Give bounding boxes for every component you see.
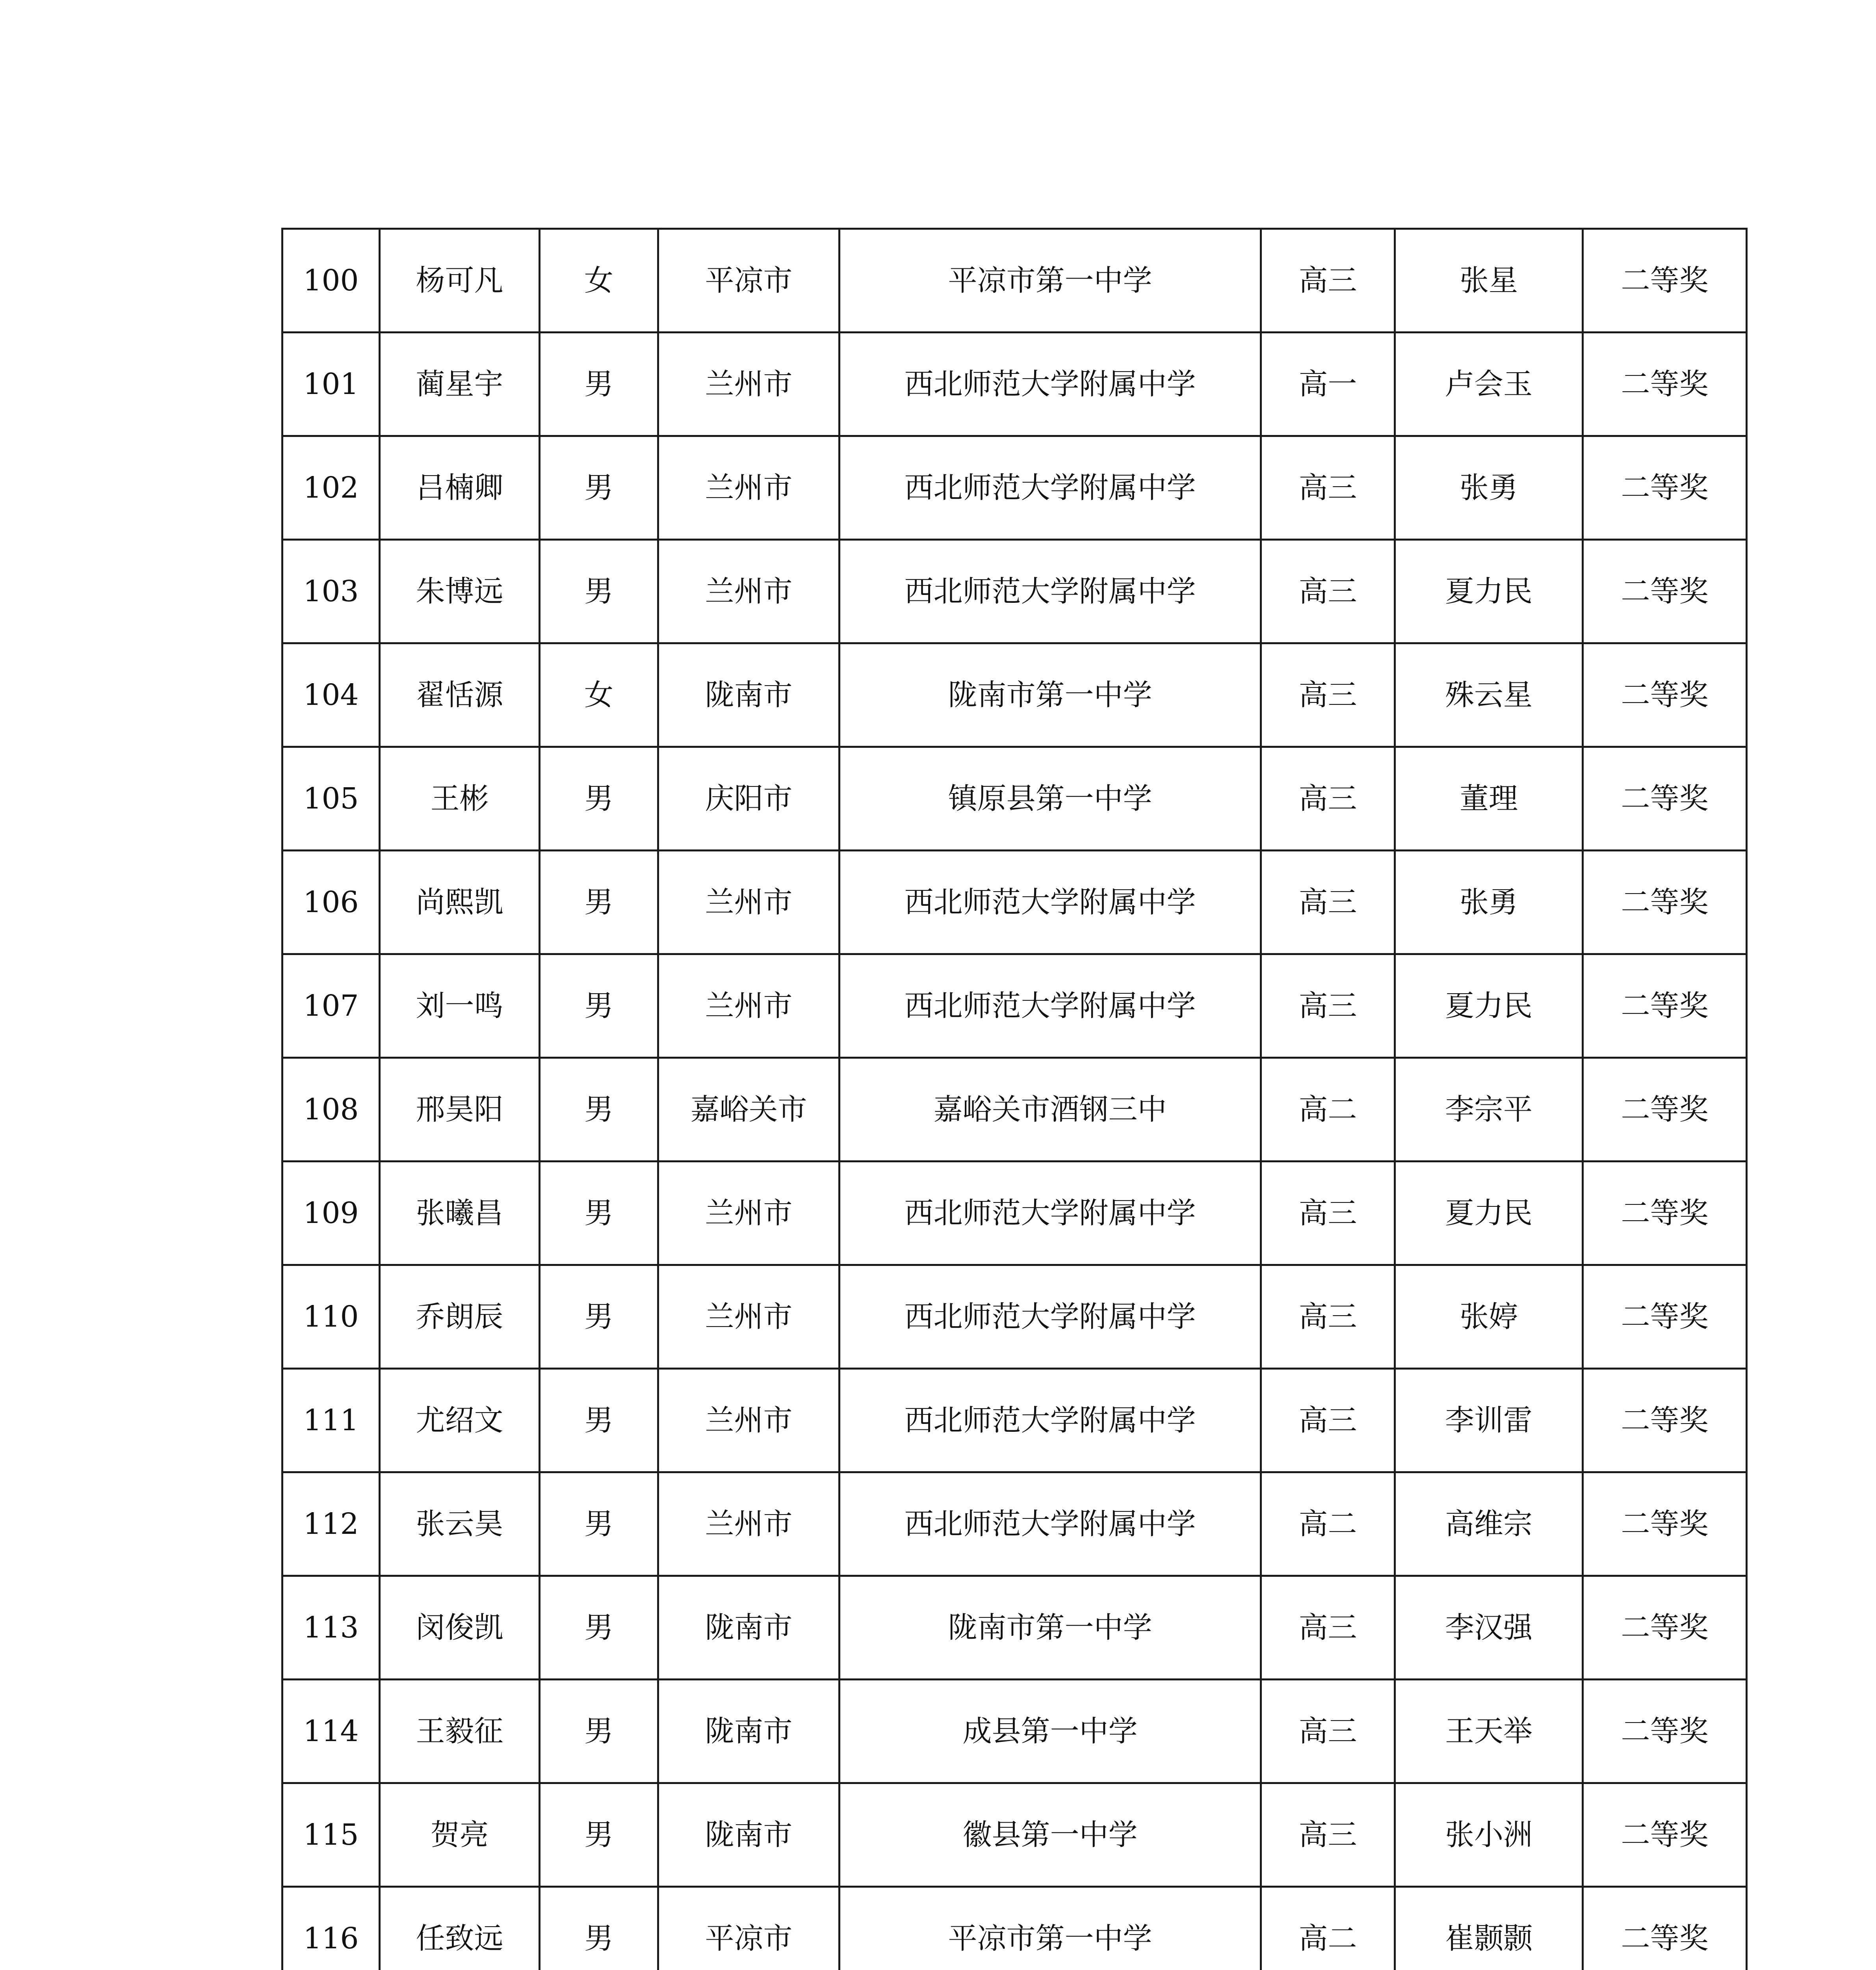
serial-number-cell: 114 xyxy=(282,1680,380,1783)
award-cell: 二等奖 xyxy=(1583,643,1747,747)
teacher-cell: 殊云星 xyxy=(1395,643,1583,747)
table-row xyxy=(282,333,1747,436)
student-name-cell: 杨可凡 xyxy=(380,229,540,333)
student-name-cell: 王彬 xyxy=(380,747,540,851)
grade-cell: 高三 xyxy=(1261,643,1395,747)
student-name-cell: 任致远 xyxy=(380,1887,540,1970)
teacher-cell: 崔颢颢 xyxy=(1395,1887,1583,1970)
city-cell: 兰州市 xyxy=(658,851,840,954)
award-cell: 二等奖 xyxy=(1583,1680,1747,1783)
school-cell: 西北师范大学附属中学 xyxy=(840,851,1261,954)
gender-cell: 男 xyxy=(540,1265,658,1369)
serial-number-cell: 104 xyxy=(282,643,380,747)
city-cell: 兰州市 xyxy=(658,540,840,643)
gender-cell: 男 xyxy=(540,1680,658,1783)
award-cell: 二等奖 xyxy=(1583,540,1747,643)
gender-cell: 女 xyxy=(540,229,658,333)
school-cell: 西北师范大学附属中学 xyxy=(840,1162,1261,1265)
school-cell: 西北师范大学附属中学 xyxy=(840,1265,1261,1369)
table-row xyxy=(282,851,1747,954)
student-name-cell: 蔺星宇 xyxy=(380,333,540,436)
city-cell: 庆阳市 xyxy=(658,747,840,851)
school-cell: 西北师范大学附属中学 xyxy=(840,1369,1261,1472)
school-cell: 西北师范大学附属中学 xyxy=(840,436,1261,540)
teacher-cell: 张婷 xyxy=(1395,1265,1583,1369)
school-cell: 平凉市第一中学 xyxy=(840,1887,1261,1970)
city-cell: 嘉峪关市 xyxy=(658,1058,840,1162)
school-cell: 西北师范大学附属中学 xyxy=(840,540,1261,643)
serial-number-cell: 106 xyxy=(282,851,380,954)
school-cell: 镇原县第一中学 xyxy=(840,747,1261,851)
teacher-cell: 董理 xyxy=(1395,747,1583,851)
serial-number-cell: 112 xyxy=(282,1472,380,1576)
city-cell: 陇南市 xyxy=(658,1680,840,1783)
table-row xyxy=(282,229,1747,333)
city-cell: 陇南市 xyxy=(658,643,840,747)
grade-cell: 高三 xyxy=(1261,540,1395,643)
serial-number-cell: 115 xyxy=(282,1783,380,1887)
grade-cell: 高三 xyxy=(1261,1680,1395,1783)
award-cell: 二等奖 xyxy=(1583,1783,1747,1887)
table-row xyxy=(282,1058,1747,1162)
table-row xyxy=(282,436,1747,540)
serial-number-cell: 107 xyxy=(282,954,380,1058)
gender-cell: 男 xyxy=(540,1162,658,1265)
table-row xyxy=(282,1265,1747,1369)
teacher-cell: 张小洲 xyxy=(1395,1783,1583,1887)
award-cell: 二等奖 xyxy=(1583,1162,1747,1265)
school-cell: 徽县第一中学 xyxy=(840,1783,1261,1887)
serial-number-cell: 116 xyxy=(282,1887,380,1970)
teacher-cell: 张勇 xyxy=(1395,851,1583,954)
city-cell: 兰州市 xyxy=(658,436,840,540)
student-name-cell: 王毅征 xyxy=(380,1680,540,1783)
gender-cell: 男 xyxy=(540,1887,658,1970)
award-cell: 二等奖 xyxy=(1583,1472,1747,1576)
city-cell: 兰州市 xyxy=(658,333,840,436)
serial-number-cell: 113 xyxy=(282,1576,380,1680)
grade-cell: 高三 xyxy=(1261,747,1395,851)
grade-cell: 高三 xyxy=(1261,229,1395,333)
city-cell: 兰州市 xyxy=(658,1265,840,1369)
city-cell: 陇南市 xyxy=(658,1783,840,1887)
gender-cell: 男 xyxy=(540,540,658,643)
student-name-cell: 贺亮 xyxy=(380,1783,540,1887)
table-row xyxy=(282,1680,1747,1783)
city-cell: 平凉市 xyxy=(658,229,840,333)
grade-cell: 高三 xyxy=(1261,954,1395,1058)
serial-number-cell: 101 xyxy=(282,333,380,436)
student-name-cell: 邢昊阳 xyxy=(380,1058,540,1162)
grade-cell: 高三 xyxy=(1261,1265,1395,1369)
serial-number-cell: 109 xyxy=(282,1162,380,1265)
gender-cell: 男 xyxy=(540,747,658,851)
city-cell: 兰州市 xyxy=(658,1472,840,1576)
city-cell: 兰州市 xyxy=(658,1162,840,1265)
award-cell: 二等奖 xyxy=(1583,1265,1747,1369)
student-name-cell: 尚熙凯 xyxy=(380,851,540,954)
school-cell: 陇南市第一中学 xyxy=(840,1576,1261,1680)
table-row xyxy=(282,1576,1747,1680)
award-cell: 二等奖 xyxy=(1583,229,1747,333)
grade-cell: 高三 xyxy=(1261,851,1395,954)
serial-number-cell: 111 xyxy=(282,1369,380,1472)
table-row xyxy=(282,1472,1747,1576)
student-name-cell: 乔朗辰 xyxy=(380,1265,540,1369)
serial-number-cell: 108 xyxy=(282,1058,380,1162)
grade-cell: 高三 xyxy=(1261,1369,1395,1472)
award-cell: 二等奖 xyxy=(1583,747,1747,851)
gender-cell: 男 xyxy=(540,436,658,540)
city-cell: 陇南市 xyxy=(658,1576,840,1680)
student-name-cell: 闵俊凯 xyxy=(380,1576,540,1680)
serial-number-cell: 103 xyxy=(282,540,380,643)
grade-cell: 高一 xyxy=(1261,333,1395,436)
teacher-cell: 李宗平 xyxy=(1395,1058,1583,1162)
school-cell: 西北师范大学附属中学 xyxy=(840,1472,1261,1576)
school-cell: 平凉市第一中学 xyxy=(840,229,1261,333)
gender-cell: 男 xyxy=(540,851,658,954)
gender-cell: 男 xyxy=(540,1472,658,1576)
gender-cell: 男 xyxy=(540,954,658,1058)
teacher-cell: 张勇 xyxy=(1395,436,1583,540)
gender-cell: 男 xyxy=(540,1058,658,1162)
grade-cell: 高二 xyxy=(1261,1472,1395,1576)
student-name-cell: 张曦昌 xyxy=(380,1162,540,1265)
table-row xyxy=(282,540,1747,643)
teacher-cell: 张星 xyxy=(1395,229,1583,333)
award-list-table xyxy=(281,228,1748,1970)
school-cell: 西北师范大学附属中学 xyxy=(840,954,1261,1058)
teacher-cell: 王天举 xyxy=(1395,1680,1583,1783)
teacher-cell: 李训雷 xyxy=(1395,1369,1583,1472)
student-name-cell: 吕楠卿 xyxy=(380,436,540,540)
award-cell: 二等奖 xyxy=(1583,851,1747,954)
school-cell: 嘉峪关市酒钢三中 xyxy=(840,1058,1261,1162)
school-cell: 成县第一中学 xyxy=(840,1680,1261,1783)
city-cell: 平凉市 xyxy=(658,1887,840,1970)
award-cell: 二等奖 xyxy=(1583,1887,1747,1970)
table-row xyxy=(282,1162,1747,1265)
student-name-cell: 尤绍文 xyxy=(380,1369,540,1472)
table-row xyxy=(282,954,1747,1058)
serial-number-cell: 110 xyxy=(282,1265,380,1369)
serial-number-cell: 105 xyxy=(282,747,380,851)
table-row xyxy=(282,1369,1747,1472)
table-row xyxy=(282,1783,1747,1887)
student-name-cell: 刘一鸣 xyxy=(380,954,540,1058)
serial-number-cell: 100 xyxy=(282,229,380,333)
grade-cell: 高三 xyxy=(1261,436,1395,540)
student-name-cell: 朱博远 xyxy=(380,540,540,643)
school-cell: 西北师范大学附属中学 xyxy=(840,333,1261,436)
award-table-body xyxy=(282,229,1747,1970)
award-cell: 二等奖 xyxy=(1583,1369,1747,1472)
serial-number-cell: 102 xyxy=(282,436,380,540)
table-row xyxy=(282,747,1747,851)
grade-cell: 高二 xyxy=(1261,1887,1395,1970)
grade-cell: 高三 xyxy=(1261,1576,1395,1680)
teacher-cell: 夏力民 xyxy=(1395,540,1583,643)
gender-cell: 男 xyxy=(540,1369,658,1472)
table-row xyxy=(282,643,1747,747)
award-cell: 二等奖 xyxy=(1583,333,1747,436)
gender-cell: 女 xyxy=(540,643,658,747)
teacher-cell: 卢会玉 xyxy=(1395,333,1583,436)
teacher-cell: 高维宗 xyxy=(1395,1472,1583,1576)
award-cell: 二等奖 xyxy=(1583,1058,1747,1162)
city-cell: 兰州市 xyxy=(658,954,840,1058)
teacher-cell: 李汉强 xyxy=(1395,1576,1583,1680)
award-cell: 二等奖 xyxy=(1583,954,1747,1058)
teacher-cell: 夏力民 xyxy=(1395,954,1583,1058)
grade-cell: 高二 xyxy=(1261,1058,1395,1162)
grade-cell: 高三 xyxy=(1261,1162,1395,1265)
award-cell: 二等奖 xyxy=(1583,436,1747,540)
student-name-cell: 翟恬源 xyxy=(380,643,540,747)
grade-cell: 高三 xyxy=(1261,1783,1395,1887)
gender-cell: 男 xyxy=(540,333,658,436)
gender-cell: 男 xyxy=(540,1783,658,1887)
city-cell: 兰州市 xyxy=(658,1369,840,1472)
teacher-cell: 夏力民 xyxy=(1395,1162,1583,1265)
table-row xyxy=(282,1887,1747,1970)
gender-cell: 男 xyxy=(540,1576,658,1680)
award-cell: 二等奖 xyxy=(1583,1576,1747,1680)
school-cell: 陇南市第一中学 xyxy=(840,643,1261,747)
student-name-cell: 张云昊 xyxy=(380,1472,540,1576)
